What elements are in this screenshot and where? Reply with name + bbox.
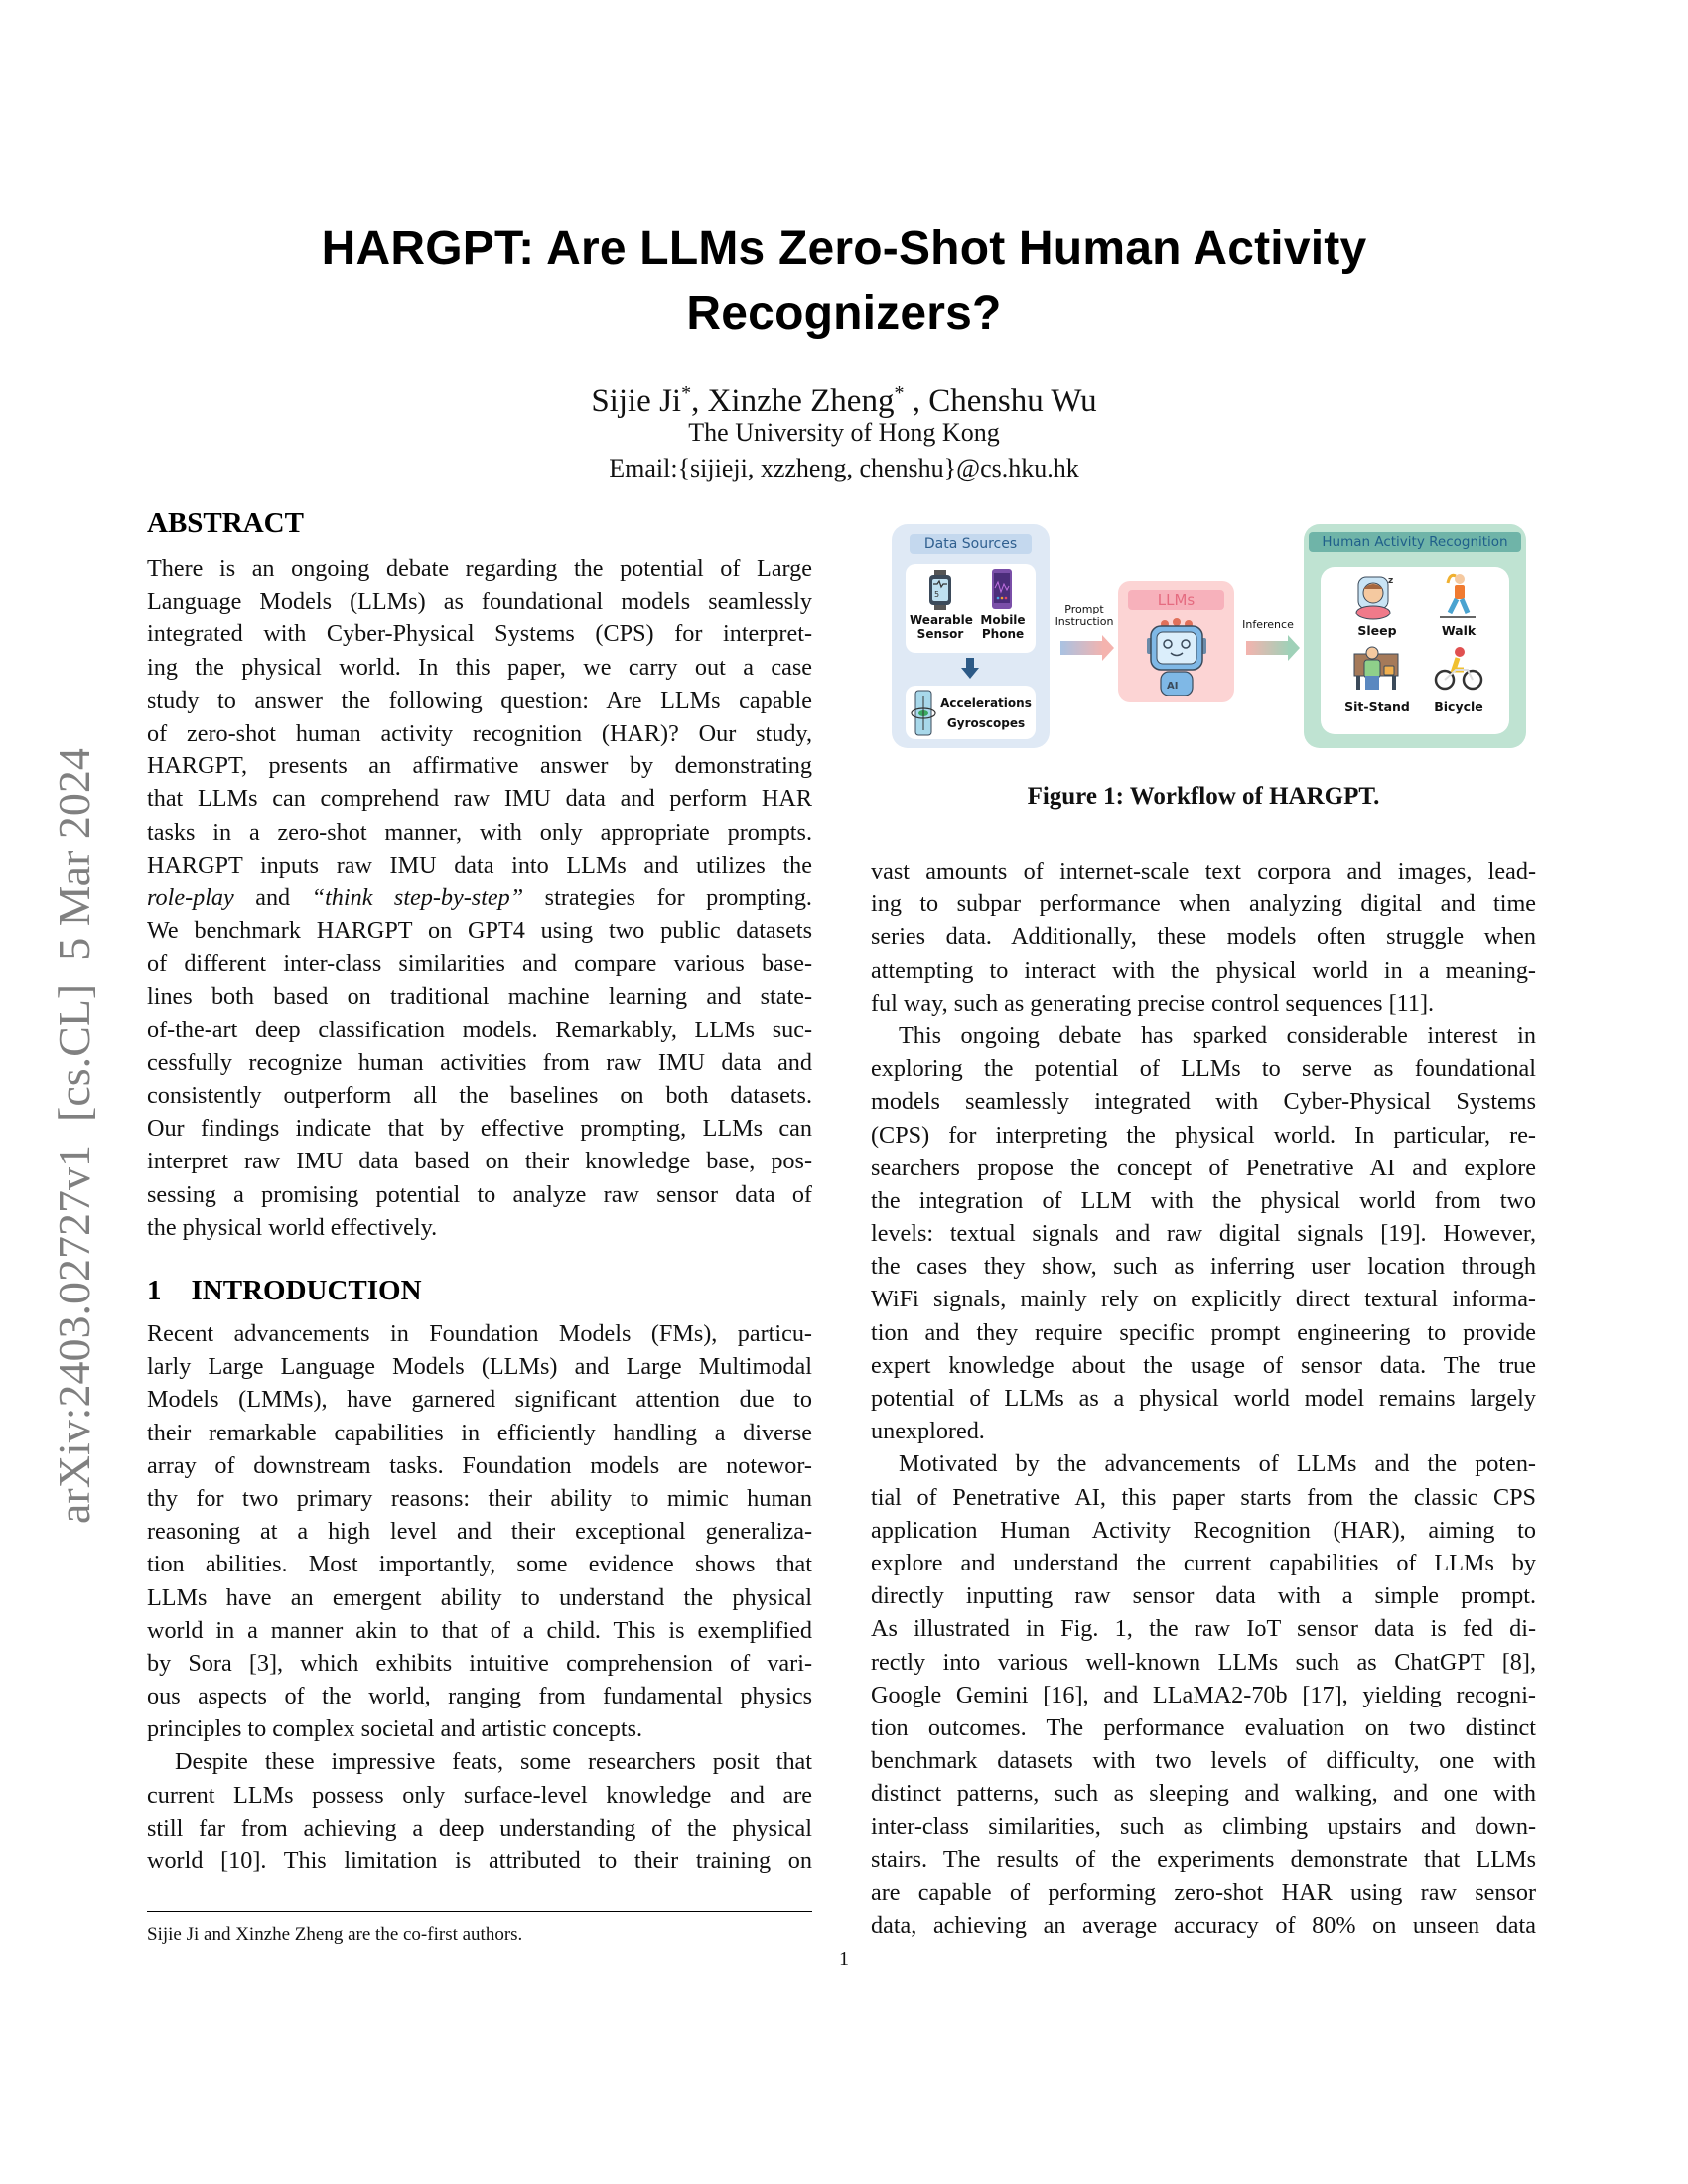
page-number: 1 — [839, 1948, 849, 1970]
text-line: rectly into various well-known LLMs such as ChatGPT [8], — [871, 1648, 1536, 1676]
author-name: Sijie Ji — [591, 383, 682, 419]
walk-icon — [1438, 573, 1477, 620]
text-line: HARGPT inputs raw IMU data into LLMs and utilizes the — [147, 851, 812, 879]
text-line: array of downstream tasks. Foundation models are notewor- — [147, 1451, 812, 1479]
text-line: Models (LMMs), have garnered significant attention due to — [147, 1386, 812, 1414]
har-panel — [1304, 524, 1526, 748]
text-line: current LLMs possess only surface-level knowledge and are — [147, 1781, 812, 1809]
text-line: thy for two primary reasons: their ability to mimic human — [147, 1484, 812, 1512]
text-line: models seamlessly integrated with Cyber-Physical Systems — [871, 1088, 1536, 1116]
text-line: ous aspects of the world, ranging from fundamental physics — [147, 1683, 812, 1710]
text-line: vast amounts of internet-scale text corpora and images, lead- — [871, 858, 1536, 885]
section-heading-introduction — [147, 1274, 422, 1307]
text-line: data, achieving an average accuracy of 80% on unseen data — [871, 1912, 1536, 1939]
prompt-arrow-icon — [1060, 641, 1104, 655]
smartwatch-icon — [927, 570, 953, 610]
text-line: distinct patterns, such as sleeping and walking, and one with — [871, 1780, 1536, 1808]
text-line: tion and they require specific prompt engineering to provide — [871, 1318, 1536, 1346]
text-line: expert knowledge about the usage of sensor data. The true — [871, 1351, 1536, 1379]
text-line: This ongoing debate has sparked considerable interest in — [899, 1022, 1536, 1049]
signals-box — [906, 686, 1036, 739]
text-line: by Sora [3], which exhibits intuitive comprehension of vari- — [147, 1649, 812, 1677]
figure-caption: Figure 1: Workflow of HARGPT. — [1027, 783, 1380, 810]
co-first-mark: * — [681, 382, 692, 404]
svg-text:AI: AI — [1167, 681, 1179, 692]
abstract-body — [147, 552, 812, 1244]
wearable-sensor-label: Wearable Sensor — [910, 614, 973, 641]
text-line: of-the-art deep classification models. Remarkably, LLMs suc- — [147, 1016, 812, 1043]
text-line: Google Gemini [16], and LLaMA2-70b [17], yielding recogni- — [871, 1681, 1536, 1708]
section-number: 1 — [147, 1275, 162, 1306]
text-line: application Human Activity Recognition (HAR), aiming to — [871, 1516, 1536, 1544]
figure-1-workflow — [871, 516, 1536, 759]
affiliation: The University of Hong Kong — [688, 418, 1000, 447]
text-line — [147, 882, 812, 914]
text-line: searchers propose the concept of Penetrative AI and explore — [871, 1154, 1536, 1181]
text-line: Our findings indicate that by effective prompting, LLMs can — [147, 1115, 812, 1143]
introduction-body-right — [871, 855, 1536, 1942]
text-line: are capable of performing zero-shot HAR using raw sensor — [871, 1878, 1536, 1906]
introduction-body-left — [147, 1317, 812, 1877]
prompt-instruction-label: Prompt Instruction — [1055, 603, 1114, 628]
footnote-rule — [147, 1911, 812, 1912]
text-line: We benchmark HARGPT on GPT4 using two public datasets — [147, 917, 812, 945]
gyroscope-icon — [910, 690, 937, 736]
text-line: of different inter-class similarities and compare various base- — [147, 950, 812, 978]
arxiv-watermark: arXiv:2403.02727v1 [cs.CL] 5 Mar 2024 — [49, 748, 99, 1524]
data-sources-panel — [892, 524, 1050, 748]
text-line: potential of LLMs as a physical world model remains largely — [871, 1385, 1536, 1412]
abstract-heading: ABSTRACT — [147, 507, 304, 539]
text-line: ing the physical world. In this paper, we carry out a case — [147, 653, 812, 681]
inference-arrow-icon — [1246, 641, 1290, 655]
author-list: Sijie Ji*, Xinzhe Zheng* , Chenshu Wu — [591, 382, 1097, 419]
text-line: Recent advancements in Foundation Models (FMs), particu- — [147, 1320, 812, 1347]
text-line: explore and understand the current capabilities of LLMs by — [871, 1549, 1536, 1576]
co-first-mark: * — [894, 382, 905, 404]
section-title: INTRODUCTION — [191, 1275, 422, 1306]
activity-label-sit-stand: Sit-Stand — [1344, 699, 1410, 714]
text-fragment: strategies for prompting. — [523, 884, 812, 911]
text-line: LLMs have an emergent ability to understand the physical — [147, 1583, 812, 1611]
devices-box — [906, 564, 1036, 653]
robot-icon — [1146, 616, 1207, 696]
inference-label: Inference — [1242, 618, 1294, 631]
text-line: WiFi signals, mainly rely on explicitly direct textural informa- — [871, 1286, 1536, 1313]
text-line: still far from achieving a deep understanding of the physical — [147, 1814, 812, 1842]
text-line: HARGPT, presents an affirmative answer by demonstrating — [147, 752, 812, 780]
text-line: reasoning at a high level and their exceptional generaliza- — [147, 1518, 812, 1546]
accelerations-label: Accelerations — [940, 696, 1032, 710]
paper-title — [149, 216, 1539, 345]
mobile-phone-label: Mobile Phone — [980, 614, 1026, 641]
italic-term: “think step-by-step” — [311, 884, 524, 911]
text-line: ing to subpar performance when analyzing digital and time — [871, 890, 1536, 918]
svg-text:z: z — [1388, 576, 1394, 586]
text-line: sessing a promising potential to analyze raw sensor data of — [147, 1180, 812, 1208]
italic-term: role-play — [147, 884, 234, 911]
svg-text:5: 5 — [934, 590, 940, 599]
title-line-2: Recognizers? — [686, 287, 1002, 340]
text-line: their remarkable capabilities in efficiently handling a diverse — [147, 1419, 812, 1446]
text-line: the cases they show, such as inferring user location through — [871, 1253, 1536, 1281]
text-line: cessfully recognize human activities from raw IMU data and — [147, 1048, 812, 1076]
activity-label-walk: Walk — [1441, 623, 1477, 638]
activities-box — [1321, 567, 1509, 734]
text-line: consistently outperform all the baselines on both datasets. — [147, 1082, 812, 1109]
text-line: ful way, such as generating precise control sequences [11]. — [871, 989, 1435, 1017]
text-line: inter-class similarities, such as climbing upstairs and down- — [871, 1813, 1536, 1841]
text-line: world [10]. This limitation is attributed to their training on — [147, 1847, 812, 1874]
llms-panel — [1118, 581, 1234, 702]
gyroscopes-label: Gyroscopes — [946, 716, 1026, 730]
text-line: benchmark datasets with two levels of difficulty, one with — [871, 1747, 1536, 1775]
text-line: (CPS) for interpreting the physical world. In particular, re- — [871, 1121, 1536, 1149]
activity-label-bicycle: Bicycle — [1434, 699, 1483, 714]
text-line: attempting to interact with the physical world in a meaning- — [871, 956, 1536, 984]
text-line: series data. Additionally, these models often struggle when — [871, 923, 1536, 951]
bicycle-icon — [1434, 646, 1483, 692]
text-line: the physical world effectively. — [147, 1213, 438, 1241]
text-line: Language Models (LLMs) as foundational models seamlessly — [147, 588, 812, 615]
sleep-icon — [1354, 573, 1398, 620]
text-line: There is an ongoing debate regarding the potential of Large — [147, 555, 812, 582]
text-line: the integration of LLM with the physical world from two — [871, 1186, 1536, 1214]
text-line: lines both based on traditional machine learning and state- — [147, 983, 812, 1011]
footnote: Sijie Ji and Xinzhe Zheng are the co-first authors. — [147, 1924, 523, 1945]
down-arrow-icon — [960, 658, 980, 680]
text-line: stairs. The results of the experiments demonstrate that LLMs — [871, 1845, 1536, 1873]
sit-stand-icon — [1352, 646, 1402, 692]
text-line: that LLMs can comprehend raw IMU data and perform HAR — [147, 785, 812, 813]
text-line: As illustrated in Fig. 1, the raw IoT sensor data is fed di- — [871, 1615, 1536, 1643]
har-title: Human Activity Recognition — [1309, 532, 1521, 552]
text-line: tasks in a zero-shot manner, with only appropriate prompts. — [147, 818, 812, 846]
text-line: tial of Penetrative AI, this paper starts from the classic CPS — [871, 1483, 1536, 1511]
text-line: larly Large Language Models (LLMs) and Large Multimodal — [147, 1353, 812, 1381]
text-line: interpret raw IMU data based on their knowledge base, pos- — [147, 1148, 812, 1175]
text-line: exploring the potential of LLMs to serve as foundational — [871, 1055, 1536, 1083]
text-line: study to answer the following question: Are LLMs capable — [147, 686, 812, 714]
author-name: Chenshu Wu — [928, 383, 1097, 419]
text-line: principles to complex societal and artistic concepts. — [147, 1715, 643, 1743]
text-fragment: and — [233, 884, 312, 911]
llms-title: LLMs — [1128, 590, 1224, 610]
text-line: Motivated by the advancements of LLMs and the poten- — [899, 1450, 1536, 1478]
text-line: Despite these impressive feats, some researchers posit that — [175, 1748, 812, 1776]
text-line: integrated with Cyber-Physical Systems (CPS) for interpret- — [147, 620, 812, 648]
title-line-1: HARGPT: Are LLMs Zero-Shot Human Activity — [321, 222, 1367, 275]
text-line: unexplored. — [871, 1418, 985, 1445]
text-line: world in a manner akin to that of a child. This is exemplified — [147, 1616, 812, 1644]
text-line: tion abilities. Most importantly, some evidence shows that — [147, 1551, 812, 1578]
activity-label-sleep: Sleep — [1357, 623, 1397, 638]
author-name: Xinzhe Zheng — [707, 383, 895, 419]
text-line: tion outcomes. The performance evaluation on two distinct — [871, 1713, 1536, 1741]
text-line: directly inputting raw sensor data with a simple prompt. — [871, 1582, 1536, 1610]
text-line: levels: textual signals and raw digital signals [19]. However, — [871, 1220, 1536, 1248]
author-email: Email:{sijieji, xzzheng, chenshu}@cs.hku.hk — [609, 454, 1079, 482]
smartphone-icon — [991, 568, 1013, 610]
text-line: of zero-shot human activity recognition (HAR)? Our study, — [147, 719, 812, 747]
data-sources-title: Data Sources — [910, 534, 1032, 554]
